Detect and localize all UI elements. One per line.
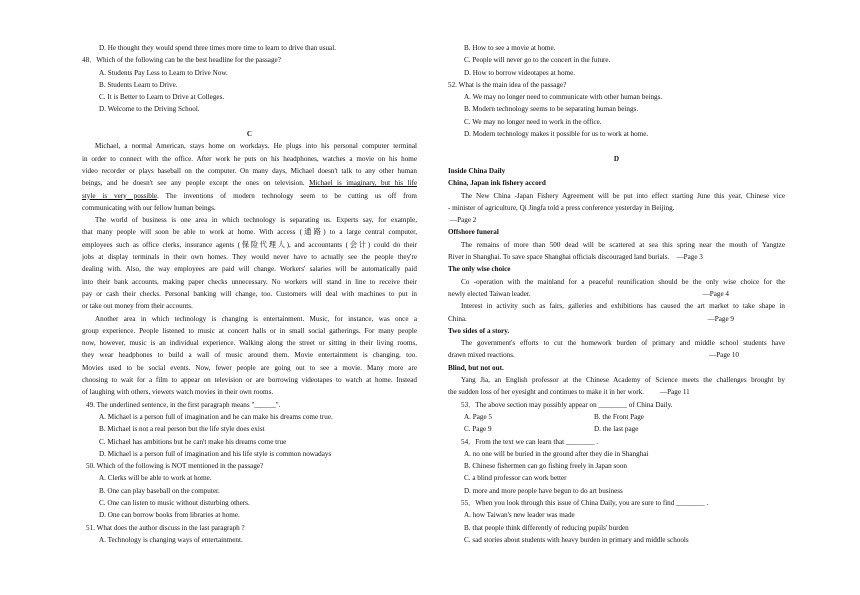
q54-option-b: B. Chinese fishermen can go fishing freely in Japan soon bbox=[464, 462, 628, 471]
passage-c-p1-line4: beings, and he doesn't see any people except the ones on television. Michael is imaginary, but his life bbox=[82, 179, 417, 188]
funeral-line1: The remains of more than 500 dead will be scattered at sea this spring near the mouth of Yangtze bbox=[461, 240, 785, 249]
q48-option-b: B. Students Learn to Drive. bbox=[99, 80, 178, 89]
q54-option-c: C. a blind professor can work better bbox=[464, 474, 567, 483]
passage-c-p3-line5: Movies used to be social events. Now, fewer people are going out to see a movie. Many more are bbox=[82, 363, 417, 372]
section-c-heading: C bbox=[246, 130, 253, 139]
q48-option-d: D. Welcome to the Driving School. bbox=[99, 105, 200, 114]
headline-two-sides: Two sides of a story. bbox=[448, 326, 510, 335]
q50-option-b: B. One can play baseball on the computer. bbox=[99, 486, 220, 495]
blind-page: —Page 11 bbox=[660, 388, 690, 397]
passage-c-p1-line5: style is very possible. The inventions of modern technology seem to be cutting us off from bbox=[82, 191, 417, 200]
passage-c-p2-line2: that many people will soon be able to work at home. With access (通路) to a large central computer, bbox=[82, 228, 417, 237]
left-column bbox=[82, 42, 417, 546]
underlined-sentence-part1: Michael is imaginary, but his life bbox=[309, 179, 417, 188]
art-market-line2: China. —Page 9 bbox=[448, 313, 785, 325]
wise-choice-line2: newly elected Taiwan leader. —Page 4 bbox=[448, 288, 785, 300]
passage-c-p2-line7: pay or cash their checks. Personal banking will change, too. Customers will deal with machines to put in bbox=[82, 289, 417, 298]
passage-c-p2-line4: jobs at display terminals in their own homes. They would never have to actually see the people they're bbox=[82, 253, 417, 262]
wise-choice-line1: Co -operation with the mainland for a peaceful reunification should be the only wise choice for the bbox=[461, 277, 785, 286]
q53-option-b: B. the Front Page bbox=[594, 412, 644, 421]
q50-option-d: D. One can borrow books from libraries at home. bbox=[99, 511, 240, 520]
q52-option-a: A. We may no longer need to communicate with other human beings. bbox=[464, 93, 663, 102]
passage-c-p1-line1: Michael, a normal American, stays home on workdays. He plugs into his personal computer terminal bbox=[95, 142, 417, 151]
blind-line1: Yang Jia, an English professor at the Chinese Academy of Science meets the challenges brought by bbox=[461, 376, 785, 385]
passage-c-p3-line7: of laughing with others, viewers watch movies in their own rooms. bbox=[82, 388, 274, 397]
passage-c-p1-line2: in order to connect with the office. After work he puts on his headphones, watches a movie on his home bbox=[82, 154, 417, 163]
q51-option-a: A. Technology is changing ways of entertainment. bbox=[99, 535, 243, 544]
q52-option-b: B. Modern technology seems to be separating human beings. bbox=[464, 105, 639, 114]
q49-option-a: A. Michael is a person full of imagination and he can make his dreams come true. bbox=[99, 412, 333, 421]
q55-option-c: C. sad stories about students with heavy burden in primary and middle schools bbox=[464, 535, 689, 544]
q53-option-a: A. Page 5 bbox=[464, 412, 492, 421]
passage-c-p2-line8: or take out money from their accounts. bbox=[82, 302, 193, 311]
art-market-line1: Interest in activity such as fairs, galleries and exhibitions has caused the art market to take shape in bbox=[461, 302, 785, 311]
passage-c-p2-line3: employees such as office clerks, insurance agents (保险代理人), and accountants (会计) could do their bbox=[82, 240, 417, 249]
passage-c-p3-line6: choosing to wait for a film to appear on television or are borrowing videotapes to watch at home. Instead bbox=[82, 376, 417, 385]
q53-options-row2 bbox=[448, 423, 785, 435]
q50-option-a: A. Clerks will be able to work at home. bbox=[99, 474, 212, 483]
passage-c-p2-line6: into their bank accounts, making paper checks unnecessary. No workers will stand in line to receive their bbox=[82, 277, 417, 286]
passage-c-p1-line6: communicating with our fellow human beings. bbox=[82, 203, 216, 212]
q54-option-d: D. more and more people have begun to do art business bbox=[464, 486, 623, 495]
q53-stem: 53．The above section may possibly appear on ________ of China Daily. bbox=[461, 400, 673, 409]
passage-c-p2-line5: dealing with. Also, the way employees are paid will change. Workers' salaries will be automatically paid bbox=[82, 265, 417, 274]
q48-option-c: C. It is Better to Learn to Drive at Colleges. bbox=[99, 93, 225, 102]
fishery-line1: The New China -Japan Fishery Agreement will be put into effect starting June this year, Chinese vice bbox=[461, 191, 785, 200]
q55-stem: 55．When you look through this issue of China Daily, you are sure to find ________ . bbox=[461, 498, 709, 507]
passage-c-p3-line4: they wear headphones to build a wall of music around them. Movie entertainment is changing, too. bbox=[82, 351, 417, 360]
q49-stem: 49. The underlined sentence, in the first paragraph means "______". bbox=[86, 400, 281, 409]
passage-c-p3-line2: group experience. People listened to music at concert halls or in small social gatherings. For many people bbox=[82, 326, 417, 335]
two-sides-page: —Page 10 bbox=[709, 351, 739, 360]
q50-option-c: C. One can listen to music without disturbing others. bbox=[99, 498, 250, 507]
q52-option-c: C. We may no longer need to work in the office. bbox=[464, 117, 602, 126]
q48-stem: 48．Which of the following can be the best headline for the passage? bbox=[82, 56, 281, 65]
q52-stem: 52. What is the main idea of the passage? bbox=[448, 80, 567, 89]
q51-option-c: C. People will never go to the concert in the future. bbox=[464, 56, 611, 65]
q53-option-c: C. Page 9 bbox=[464, 425, 492, 434]
headline-blind: Blind, but not out. bbox=[448, 363, 504, 372]
q49-option-b: B. Michael is not a real person but the life style does exist bbox=[99, 425, 265, 434]
passage-c-p1-line3: video recorder or plays baseball on the computer. On many days, Michael doesn't talk to any other human bbox=[82, 166, 417, 175]
q47-option-d: D. He thought they would spend three times more time to learn to drive than usual. bbox=[99, 44, 336, 52]
funeral-page: —Page 3 bbox=[676, 253, 703, 262]
passage-c-p3-line3: now, however, music is an individual experience. Walking along the street or sitting in their living rooms, bbox=[82, 339, 417, 348]
q48-option-a: A. Students Pay Less to Learn to Drive Now. bbox=[99, 68, 228, 77]
funeral-line2: River in Shanghai. To save space Shanghai officials discouraged land burials. —Page 3 bbox=[448, 253, 703, 262]
q53-options-row1 bbox=[448, 411, 785, 423]
passage-c-p2-line1: The world of business is one area in which technology is separating us. Experts say, for example, bbox=[95, 216, 417, 225]
q54-option-a: A. no one will be buried in the ground after they die in Shanghai bbox=[464, 449, 649, 458]
q52-option-d: D. Modern technology makes it possible for us to work at home. bbox=[464, 130, 649, 139]
headline-wise-choice: The only wise choice bbox=[448, 265, 511, 274]
fishery-page: —Page 2 bbox=[450, 216, 477, 225]
wise-choice-page: —Page 4 bbox=[702, 289, 729, 298]
headline-fishery: China, Japan ink fishery accord bbox=[448, 179, 546, 188]
q49-option-d: D. Michael is a person full of imagination and his life style is common nowadays bbox=[99, 449, 332, 458]
blind-line2: the sudden loss of her eyesight and continues to make it in her work. —Page 11 bbox=[448, 388, 690, 397]
q51-option-d: D. How to borrow videotapes at home. bbox=[464, 68, 576, 77]
q50-stem: 50. Which of the following is NOT mentioned in the passage? bbox=[86, 462, 264, 471]
q54-stem: 54．From the text we can learn that ________ . bbox=[461, 437, 599, 446]
headline-offshore-funeral: Offshore funeral bbox=[448, 228, 499, 237]
passage-c-p3-line1: Another area in which technology is changing is entertainment. Music, for instance, was once a bbox=[95, 314, 417, 323]
fishery-line2: - minister of agriculture, Qi Jingfa told a press conference yesterday in Beijing. bbox=[448, 203, 675, 212]
two-sides-line1: The government's efforts to cut the homework burden of primary and middle school students have bbox=[461, 339, 785, 348]
art-market-page: —Page 9 bbox=[707, 314, 734, 323]
section-d-heading: D bbox=[613, 154, 620, 163]
q53-option-d: D. the last page bbox=[594, 425, 639, 434]
q55-option-b: B. that people think differently of reducing pupils' burden bbox=[464, 523, 629, 532]
inside-china-daily-heading: Inside China Daily bbox=[448, 166, 506, 175]
q51-option-b: B. How to see a movie at home. bbox=[464, 44, 556, 52]
q55-option-a: A. how Taiwan's new leader was made bbox=[464, 511, 575, 520]
q49-option-c: C. Michael has ambitions but he can't make his dreams come true bbox=[99, 437, 287, 446]
q51-stem: 51. What does the author discuss in the last paragraph ? bbox=[86, 523, 245, 532]
two-sides-line2: drawn mixed reactions. —Page 10 bbox=[448, 349, 785, 361]
right-column bbox=[448, 42, 785, 546]
underlined-sentence-part2: style is very possible bbox=[82, 191, 158, 200]
